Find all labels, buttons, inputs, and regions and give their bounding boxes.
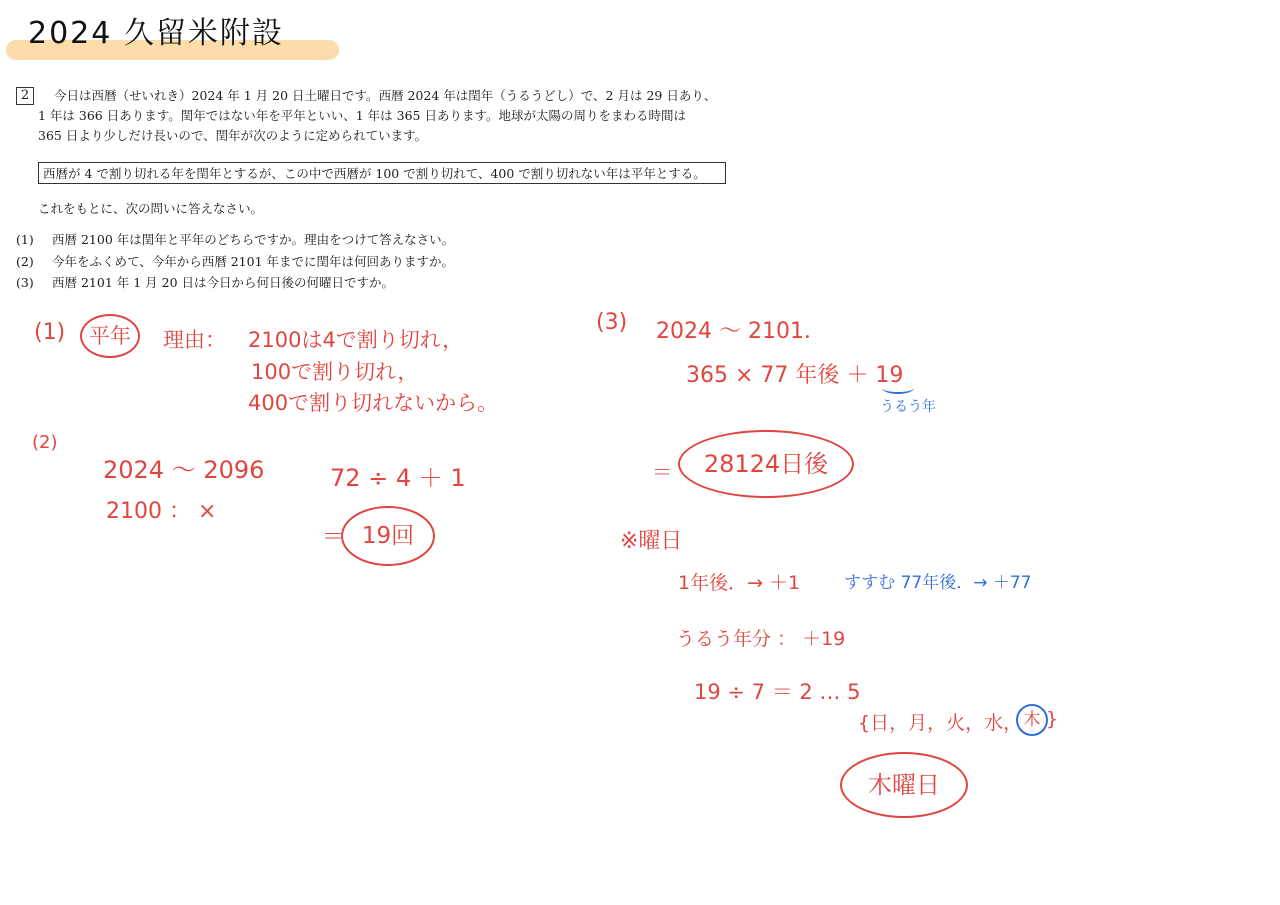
q3-weekday-heading: ※曜日 (620, 529, 683, 554)
q3-label: (3) (596, 310, 628, 335)
q1-reason-line-1: 2100は4で割り切れ， (248, 328, 464, 352)
question-3-number: (3) (16, 275, 34, 290)
q3-answer-circled: 28124日後 (678, 430, 854, 498)
q3-equals: ＝ (652, 460, 672, 484)
q1-reason-label: 理由： (163, 328, 226, 352)
leap-year-rule-box: 西暦が 4 で割り切れる年を閏年とするが、この中で西暦が 100 で割り切れて、400 で割り切れない年は平年とする。 (38, 162, 726, 184)
intro-line-1: 今日は西暦（せいれき）2024 年 1 月 20 日土曜日です。西暦 2024 年は閏年（うるうどし）で、2 月は 29 日あり、 (54, 88, 717, 103)
q3-step1-red: 1年後．→ ＋1 (678, 572, 801, 594)
q1-reason-line-2: 100で割り切れ， (251, 360, 419, 384)
q2-range: 2024 ～ 2096 (103, 456, 265, 484)
question-1 (16, 230, 454, 250)
q2-answer-circled: 19回 (341, 506, 435, 566)
q3-days-circled: 木 (1016, 704, 1048, 736)
q3-calc: 365 × 77 年後 ＋ 19 (686, 363, 904, 388)
q3-days-close: } (1046, 708, 1059, 730)
q3-final-answer-circled: 木曜日 (840, 752, 968, 818)
page-title: 2024 久留米附設 (28, 16, 284, 51)
question-1-number: (1) (16, 232, 34, 247)
q3-step1-blue: すすむ 77年後．→ ＋77 (844, 573, 1032, 593)
q3-step2: うるう年分 ： ＋19 (676, 628, 846, 650)
q1-answer-circled: 平年 (80, 314, 140, 358)
q3-days-list: {日，月，火，水， (858, 712, 1023, 734)
q2-exclude: 2100 ： × (106, 499, 217, 524)
q2-calc: 72 ÷ 4 ＋ 1 (330, 464, 466, 492)
question-2-number: (2) (16, 254, 34, 269)
q3-range: 2024 ～ 2101． (656, 319, 826, 344)
q1-label: (1) (34, 320, 66, 345)
question-3 (16, 273, 394, 293)
instruction: これをもとに、次の問いに答えなさい。 (38, 201, 264, 216)
question-2 (16, 252, 454, 272)
q2-label: (2) (32, 432, 58, 453)
question-3-text: 西暦 2101 年 1 月 20 日は今日から何日後の何曜日ですか。 (52, 275, 395, 290)
problem-number: 2 (16, 87, 34, 105)
q3-leap-brace (882, 382, 914, 394)
q3-step3: 19 ÷ 7 ＝ 2 … 5 (694, 680, 861, 704)
question-2-text: 今年をふくめて、今年から西暦 2101 年までに閏年は何回ありますか。 (52, 254, 455, 269)
intro-line-2: 1 年は 366 日あります。閏年ではない年を平年といい、1 年は 365 日あります。地球が太陽の周りをまわる時間は (38, 108, 686, 123)
question-1-text: 西暦 2100 年は閏年と平年のどちらですか。理由をつけて答えなさい。 (52, 232, 455, 247)
intro-line-3: 365 日より少しだけ長いので、閏年が次のように定められています。 (38, 128, 428, 143)
q1-reason-line-3: 400で割り切れないから。 (248, 391, 499, 415)
q2-equals: ＝ (322, 525, 345, 550)
q3-leap-note: うるう年 (880, 399, 936, 415)
